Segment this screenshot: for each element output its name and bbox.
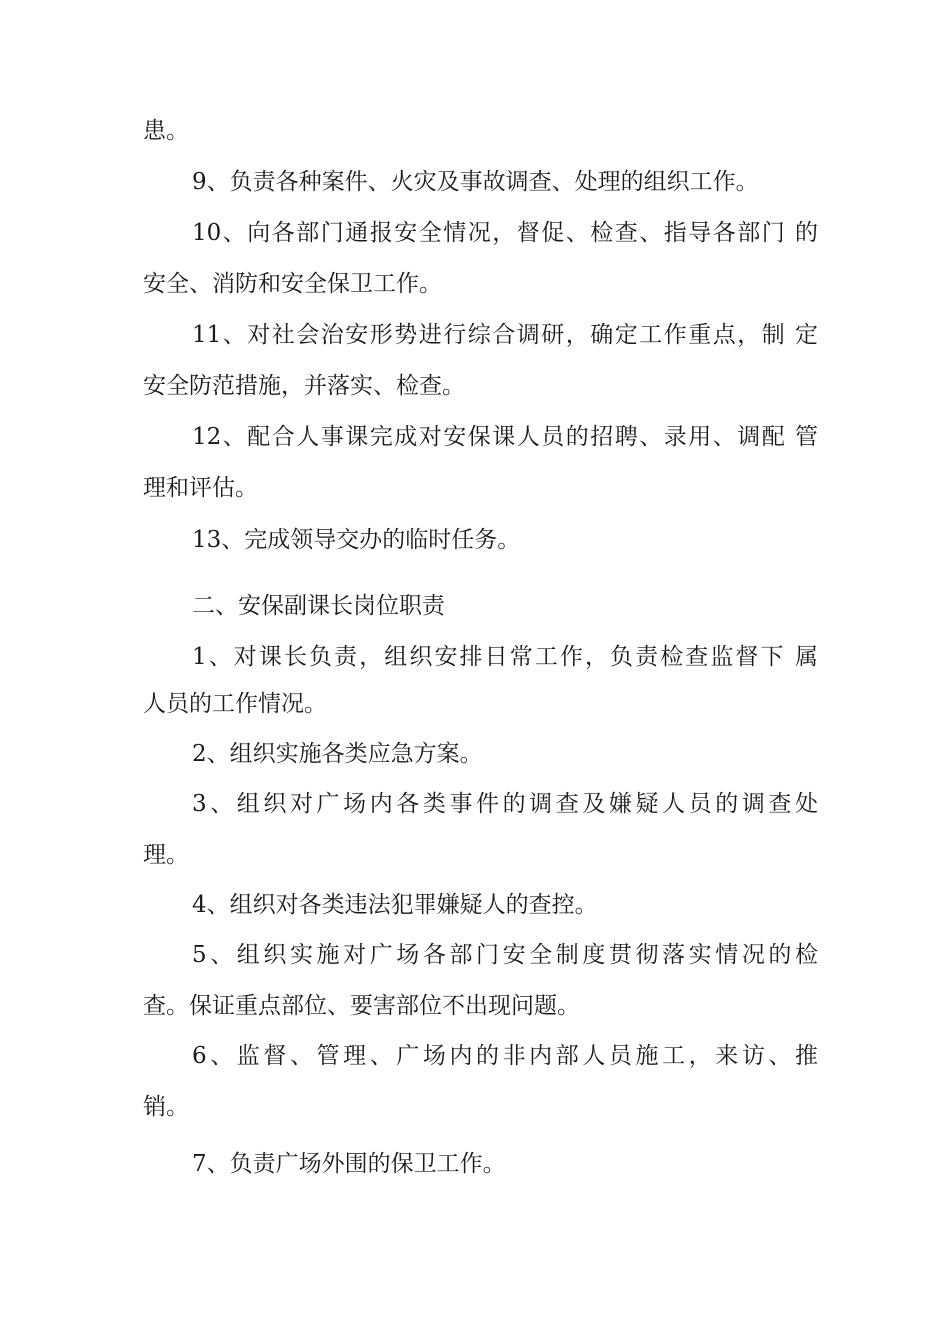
section-heading: 二、安保副课长岗位职责 (192, 593, 445, 619)
paragraph-line: 人员的工作情况。 (143, 691, 327, 717)
paragraph-line: 查。保证重点部位、要害部位不出现问题。 (143, 993, 580, 1019)
paragraph-line: 安全、消防和安全保卫工作。 (143, 271, 442, 297)
paragraph-line: 6、监督、管理、广场内的非内部人员施工，来访、推 (192, 1043, 818, 1069)
paragraph-line: 安全防范措施，并落实、检查。 (143, 373, 465, 399)
paragraph-line: 9、负责各种案件、火灾及事故调查、处理的组织工作。 (192, 169, 759, 195)
paragraph-line: 3、组织对广场内各类事件的调查及嫌疑人员的调查处 (192, 791, 818, 817)
paragraph-line: 2、组织实施各类应急方案。 (192, 741, 483, 767)
paragraph-line: 销。 (143, 1094, 189, 1120)
paragraph-line: 5、组织实施对广场各部门安全制度贯彻落实情况的检 (192, 942, 818, 968)
paragraph-line: 12、配合人事课完成对安保课人员的招聘、录用、调配 管 (192, 424, 818, 450)
paragraph-line: 理。 (143, 842, 189, 868)
paragraph-line: 11、对社会治安形势进行综合调研，确定工作重点，制 定 (192, 322, 818, 348)
paragraph-line: 患。 (143, 118, 189, 144)
paragraph-line: 理和评估。 (143, 475, 258, 501)
paragraph-line: 4、组织对各类违法犯罪嫌疑人的查控。 (192, 892, 598, 918)
paragraph-line: 13、完成领导交办的临时任务。 (192, 527, 521, 553)
paragraph-line: 7、负责广场外围的保卫工作。 (192, 1151, 506, 1177)
paragraph-line: 1、对课长负责，组织安排日常工作，负责检查监督下 属 (192, 644, 818, 670)
paragraph-line: 10、向各部门通报安全情况，督促、检查、指导各部门 的 (192, 220, 818, 246)
